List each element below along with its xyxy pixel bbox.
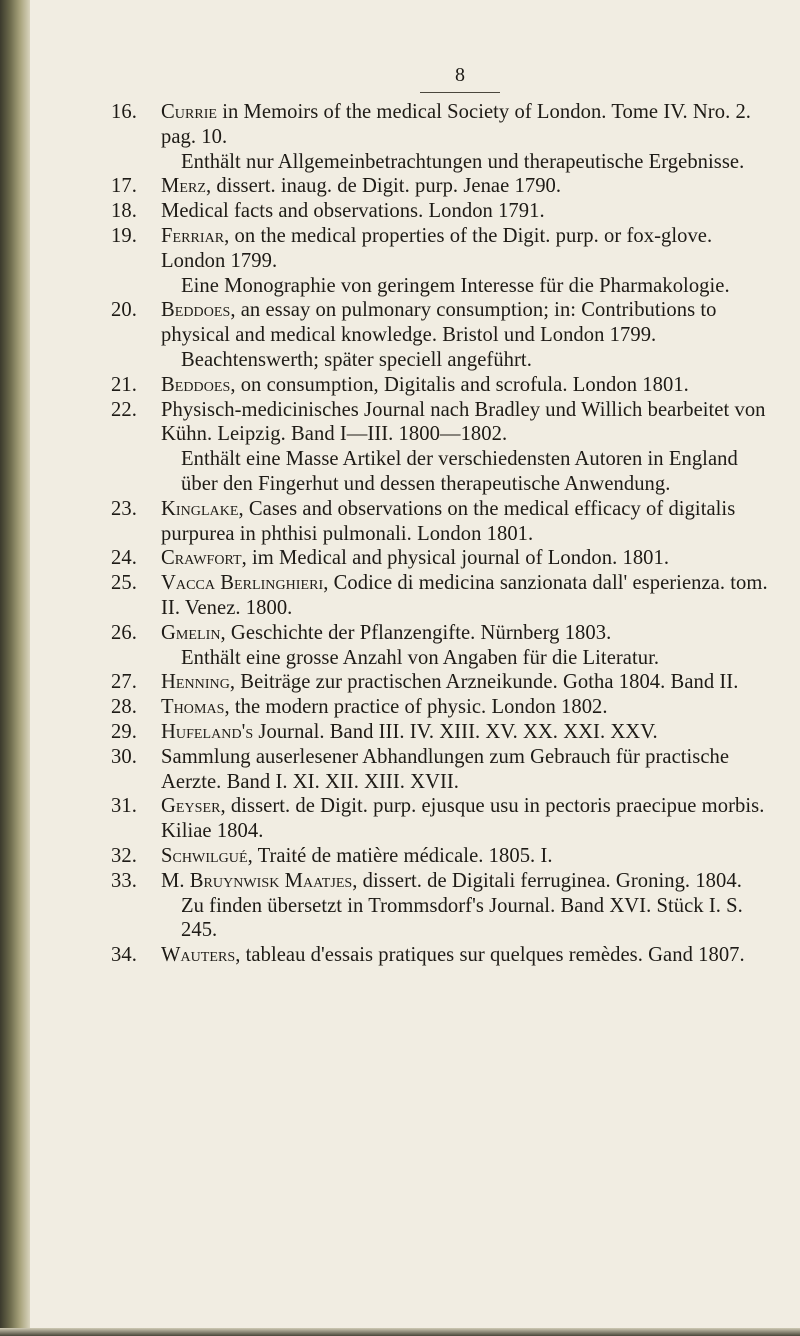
bibliography-entry [111, 298, 771, 372]
entry-author: Vacca Berlinghieri [161, 572, 324, 595]
entry-author: Kinglake [161, 497, 239, 520]
bibliography-entry [111, 869, 771, 943]
entry-number: 25. [111, 572, 137, 595]
bibliography-entry [111, 398, 771, 497]
entry-text: , the modern practice of physic. London 1802. [224, 696, 608, 719]
page-bottom-edge [0, 1328, 800, 1336]
entry-text: Medical facts and observations. London 1791. [161, 200, 545, 223]
entry-text: , Beiträge zur practischen Arzneikunde. Gotha 1804. Band II. [229, 671, 739, 694]
page-number-rule [420, 92, 500, 93]
entry-number: 31. [111, 795, 137, 818]
entry-number: 24. [111, 547, 137, 570]
entry-number: 16. [111, 101, 137, 123]
entry-author: Ferriar [161, 224, 225, 247]
entry-number: 19. [111, 224, 137, 247]
entry-text: , an essay on pulmonary consumption; in: Contributions to physical and medical knowledge. Bristol und London 1799. [161, 299, 717, 347]
entry-author: Crawfort [161, 547, 242, 570]
entry-number: 32. [111, 844, 137, 867]
entry-author: Schwilgué [161, 844, 248, 867]
bibliography-entry [111, 546, 771, 571]
entry-number: 20. [111, 299, 137, 322]
entry-text: , dissert. de Digitali ferruginea. Groning. 1804. [352, 869, 742, 892]
entry-note: Beachtenswerth; später speciell angeführt. [181, 348, 532, 371]
entry-text: Journal. Band III. IV. XIII. XV. XX. XXI. XXV. [253, 720, 658, 743]
entry-text: , dissert. de Digit. purp. ejusque usu in pectoris praecipue morbis. Kiliae 1804. [161, 795, 765, 843]
book-binding-edge [0, 0, 30, 1336]
entry-text: Sammlung auserlesener Abhandlungen zum Gebrauch für practische Aerzte. Band I. XI. XII. XIII. XVII. [161, 745, 730, 793]
entry-author: Wauters [161, 944, 236, 967]
bibliography-entry [111, 844, 771, 869]
bibliography-entry [111, 224, 771, 298]
entry-number: 27. [111, 671, 137, 694]
entry-text: , im Medical and physical journal of London. 1801. [241, 547, 670, 570]
bibliography-entry [111, 695, 771, 720]
entry-number: 33. [111, 869, 137, 892]
entry-note: Enthält nur Allgemeinbetrachtungen und therapeutische Ergebnisse. [181, 150, 745, 173]
entry-text: , dissert. inaug. de Digit. purp. Jenae 1790. [205, 175, 562, 198]
entry-number: 29. [111, 720, 137, 743]
bibliography-entry [111, 373, 771, 398]
entry-number: 30. [111, 745, 137, 768]
entry-author: M. Bruynwisk Maatjes [161, 869, 353, 892]
entry-note: Eine Monographie von geringem Interesse für die Pharmakologie. [181, 274, 730, 297]
bibliography-entry [111, 670, 771, 695]
bibliography-entry [111, 621, 771, 671]
entry-note: Zu finden übersetzt in Trommsdorf's Journal. Band XVI. Stück I. S. 245. [181, 894, 743, 942]
entry-number: 22. [111, 398, 137, 421]
entry-note: Enthält eine grosse Anzahl von Angaben für die Literatur. [181, 646, 660, 669]
entry-text: Physisch-medicinisches Journal nach Bradley und Willich bearbeitet von Kühn. Leipzig. Band I—III. 1800—1802. [161, 398, 766, 446]
entry-author: Henning [161, 671, 230, 694]
entry-number: 17. [111, 175, 137, 198]
bibliography-entry [111, 943, 771, 968]
entry-text: , Cases and observations on the medical efficacy of digitalis purpurea in phthisi pulmonali. London 1801. [161, 497, 736, 545]
entry-number: 26. [111, 621, 137, 644]
entry-number: 28. [111, 696, 137, 719]
entry-text: , Codice di medicina sanzionata dall' esperienza. tom. II. Venez. 1800. [161, 572, 768, 619]
bibliography-entry [111, 571, 771, 621]
entry-author: Beddoes [161, 299, 231, 322]
entry-author: Currie [161, 101, 218, 123]
bibliography-entry [111, 497, 771, 547]
entry-number: 18. [111, 200, 137, 223]
entry-text: , Geschichte der Pflanzengifte. Nürnberg 1803. [220, 621, 612, 644]
bibliography-entry [111, 745, 771, 795]
entry-text: , Traité de matière médicale. 1805. I. [247, 844, 553, 867]
entry-number: 21. [111, 373, 137, 396]
entry-note: Enthält eine Masse Artikel der verschiedensten Autoren in England über den Fingerhut und dessen therapeutische Anwendung. [181, 448, 738, 495]
entry-author: Hufeland's [161, 720, 254, 743]
bibliography-entry [111, 100, 771, 174]
bibliography-entry [111, 720, 771, 745]
entry-author: Geyser [161, 795, 221, 818]
bibliography-entry [111, 174, 771, 199]
bibliography-entry [111, 199, 771, 224]
entry-number: 34. [111, 944, 137, 967]
entry-text: in Memoirs of the medical Society of London. Tome IV. Nro. 2. pag. 10. [161, 101, 752, 148]
page-number: 8 [455, 64, 465, 86]
entry-author: Merz [161, 175, 206, 198]
entry-text: , on consumption, Digitalis and scrofula. London 1801. [230, 373, 689, 396]
entry-author: Thomas [161, 696, 225, 719]
entry-author: Gmelin [161, 621, 221, 644]
bibliography-list [111, 100, 771, 968]
entry-text: , tableau d'essais pratiques sur quelques remèdes. Gand 1807. [235, 944, 745, 967]
entry-number: 23. [111, 497, 137, 520]
entry-text: , on the medical properties of the Digit. purp. or fox-glove. London 1799. [161, 224, 713, 272]
bibliography-entry [111, 794, 771, 844]
entry-author: Beddoes [161, 373, 231, 396]
